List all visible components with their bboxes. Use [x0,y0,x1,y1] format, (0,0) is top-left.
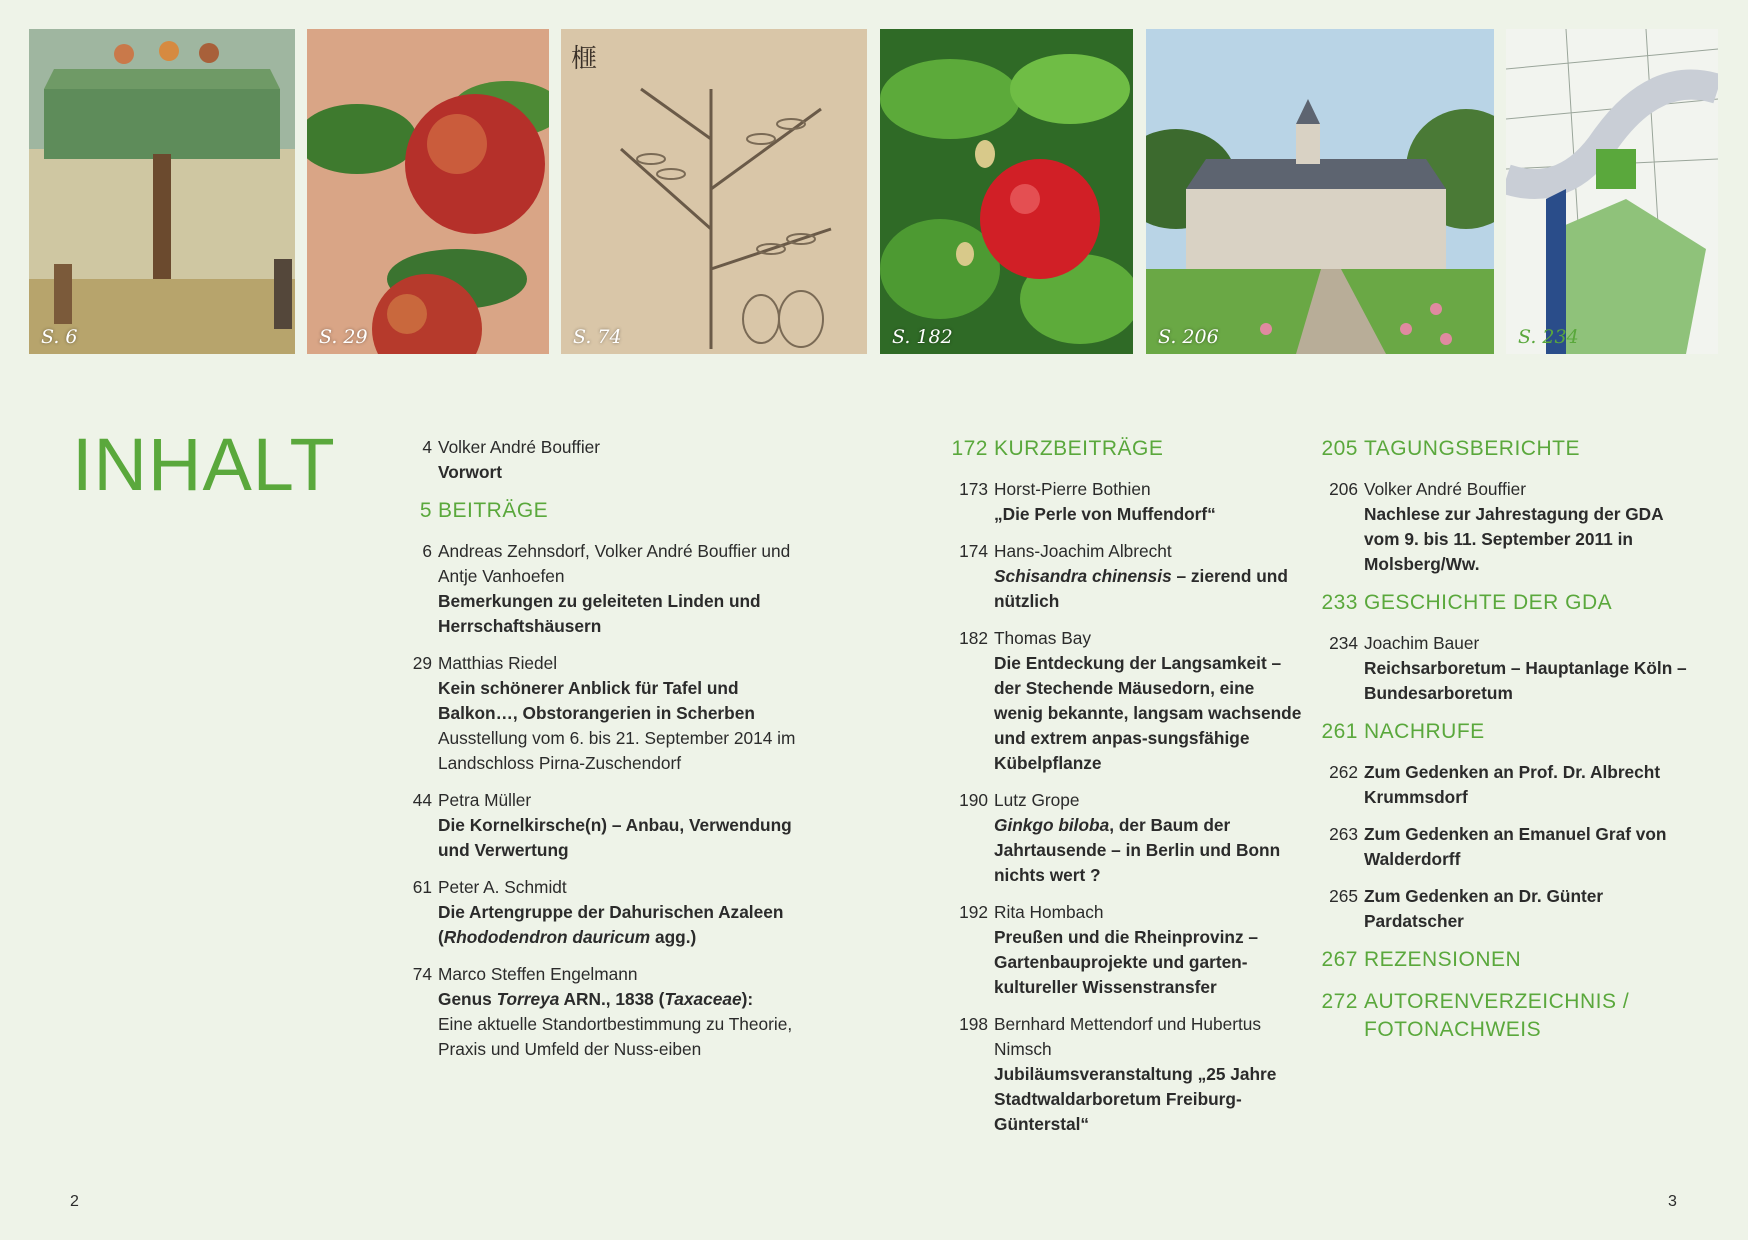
toc-entry[interactable] [1314,760,1694,810]
toc-title: Die Kornelkirsche(n) – Anbau, Verwendung und Verwertung [438,815,792,860]
toc-section-heading[interactable] [1314,589,1694,617]
herbarium-drawing-image [561,29,867,354]
toc-author: Volker André Bouffier [1364,479,1527,499]
toc-page-number: 61 [412,877,432,897]
section-label: NACHRUFE [1364,720,1485,743]
toc-entry[interactable] [1314,477,1694,577]
page-number-left: 2 [70,1193,79,1210]
toc-page-number: 4 [422,437,432,457]
toc-page-number: 174 [959,541,988,561]
toc-column-1 [388,435,798,1074]
photo-berry [880,29,1133,354]
toc-title: Jubiläumsveranstaltung „25 Jahre Stadtwaldarboretum Freiburg-Günterstal“ [994,1064,1277,1134]
toc-entry[interactable] [944,626,1304,776]
toc-page-number: 192 [959,902,988,922]
toc-entry[interactable] [944,1012,1304,1137]
toc-title: Ginkgo biloba, der Baum der Jahrtausende – in Berlin und Bonn nichts wert ? [994,815,1281,885]
toc-section-heading[interactable] [1314,988,1694,1044]
toc-title: Bemerkungen zu geleiteten Linden und Herrschaftshäusern [438,591,761,636]
photo-herbarium [561,29,867,354]
toc-entry[interactable] [388,788,798,863]
page-number-right: 3 [1668,1193,1677,1210]
toc-page-number: 234 [1329,633,1358,653]
toc-page-number: 206 [1329,479,1358,499]
toc-page-number: 182 [959,628,988,648]
toc-author: Matthias Riedel [438,653,558,673]
toc-subtitle: Eine aktuelle Standortbestimmung zu Theorie, Praxis und Umfeld der Nuss-eiben [438,1014,793,1059]
arboretum-map-image [1506,29,1718,354]
toc-author: Marco Steffen Engelmann [438,964,638,984]
toc-page-number: 190 [959,790,988,810]
toc-title: Die Artengruppe der Dahurischen Azaleen (Rhododendron dauricum agg.) [438,902,784,947]
toc-author: Bernhard Mettendorf und Hubertus Nimsch [994,1014,1262,1059]
photo-apple [307,29,549,354]
toc-author: Andreas Zehnsdorf, Volker André Bouffier und Antje Vanhoefen [438,541,791,586]
toc-author: Thomas Bay [994,628,1092,648]
section-label: TAGUNGSBERICHTE [1364,437,1580,460]
section-page-number: 172 [951,437,988,460]
toc-entry[interactable] [944,539,1304,614]
toc-title: Schisandra chinensis – zierend und nützlich [994,566,1288,611]
castle-garden-image [1146,29,1494,354]
toc-author: Petra Müller [438,790,532,810]
apple-image [307,29,549,354]
section-label: BEITRÄGE [438,499,549,522]
toc-title: Zum Gedenken an Prof. Dr. Albrecht Krummsdorf [1364,762,1661,807]
toc-entry[interactable] [944,900,1304,1000]
section-page-number: 205 [1321,437,1358,460]
toc-page-number: 173 [959,479,988,499]
photo-caption: S. 206 [1158,326,1219,348]
toc-title: Genus Torreya ARN., 1838 (Taxaceae): [438,989,754,1009]
toc-entry[interactable] [388,962,798,1062]
section-label: GESCHICHTE DER GDA [1364,591,1613,614]
toc-section-heading[interactable] [1314,435,1694,463]
photo-castle-garden [1146,29,1494,354]
photo-arboretum-map [1506,29,1718,354]
toc-entry[interactable] [388,539,798,639]
butchers-broom-image [880,29,1133,354]
toc-column-3 [1314,435,1694,1058]
toc-title: Zum Gedenken an Emanuel Graf von Walderdorff [1364,824,1667,869]
toc-author: Hans-Joachim Albrecht [994,541,1172,561]
linden-illustration-image [29,29,295,354]
photo-caption: S. 182 [892,326,953,348]
toc-entry[interactable] [1314,631,1694,706]
toc-entry[interactable] [388,435,798,485]
toc-page-number: 262 [1329,762,1358,782]
toc-entry[interactable] [388,651,798,776]
toc-subtitle: Ausstellung vom 6. bis 21. September 2014 im Landschloss Pirna-Zuschendorf [438,728,796,773]
section-page-number: 261 [1321,720,1358,743]
toc-column-2 [944,435,1304,1149]
toc-entry[interactable] [944,477,1304,527]
section-label: AUTORENVERZEICHNIS / FOTONACHWEIS [1364,990,1630,1041]
toc-author: Volker André Bouffier [438,437,601,457]
section-page-number: 233 [1321,591,1358,614]
toc-page-number: 198 [959,1014,988,1034]
toc-entry[interactable] [1314,884,1694,934]
toc-title: Zum Gedenken an Dr. Günter Pardatscher [1364,886,1604,931]
toc-page-number: 263 [1329,824,1358,844]
toc-title: „Die Perle von Muffendorf“ [994,504,1216,524]
toc-author: Rita Hombach [994,902,1104,922]
svg-text:榧: 榧 [571,44,598,74]
toc-author: Peter A. Schmidt [438,877,567,897]
toc-page-number: 6 [422,541,432,561]
toc-title: Vorwort [438,462,503,482]
toc-title: Reichsarboretum – Hauptanlage Köln – Bundesarboretum [1364,658,1687,703]
photo-linden-illustration [29,29,295,354]
toc-page-number: 29 [412,653,432,673]
toc-author: Joachim Bauer [1364,633,1480,653]
toc-title: Die Entdeckung der Langsamkeit – der Stechende Mäusedorn, eine wenig bekannte, langsam wachsende und extrem anpas-sungsfähige Kübelpflanze [994,653,1302,773]
photo-caption: S. 29 [319,326,368,348]
photo-caption: S. 234 [1518,326,1579,348]
toc-page-number: 265 [1329,886,1358,906]
toc-author: Horst-Pierre Bothien [994,479,1151,499]
toc-section-heading[interactable] [1314,946,1694,974]
section-label: KURZBEITRÄGE [994,437,1164,460]
toc-title: Nachlese zur Jahrestagung der GDA vom 9. bis 11. September 2011 in Molsberg/Ww. [1364,504,1663,574]
photo-caption: S. 74 [573,326,622,348]
toc-page-number: 74 [412,964,432,984]
photo-caption: S. 6 [41,326,78,348]
toc-section-heading[interactable] [388,497,798,525]
toc-page-number: 44 [412,790,432,810]
toc-entry[interactable] [388,875,798,950]
toc-title: Kein schönerer Anblick für Tafel und Balkon…, Obstorangerien in Scherben [438,678,755,723]
section-page-number: 272 [1321,990,1358,1013]
toc-entry[interactable] [944,788,1304,888]
section-page-number: 267 [1321,948,1358,971]
toc-entry[interactable] [1314,822,1694,872]
section-label: REZENSIONEN [1364,948,1522,971]
toc-section-heading[interactable] [944,435,1304,463]
toc-title: Preußen und die Rheinprovinz – Gartenbauprojekte und garten-kultureller Wissenstransfer [994,927,1259,997]
section-page-number: 5 [419,499,432,522]
page-title: INHALT [72,423,336,506]
toc-author: Lutz Grope [994,790,1080,810]
toc-section-heading[interactable] [1314,718,1694,746]
